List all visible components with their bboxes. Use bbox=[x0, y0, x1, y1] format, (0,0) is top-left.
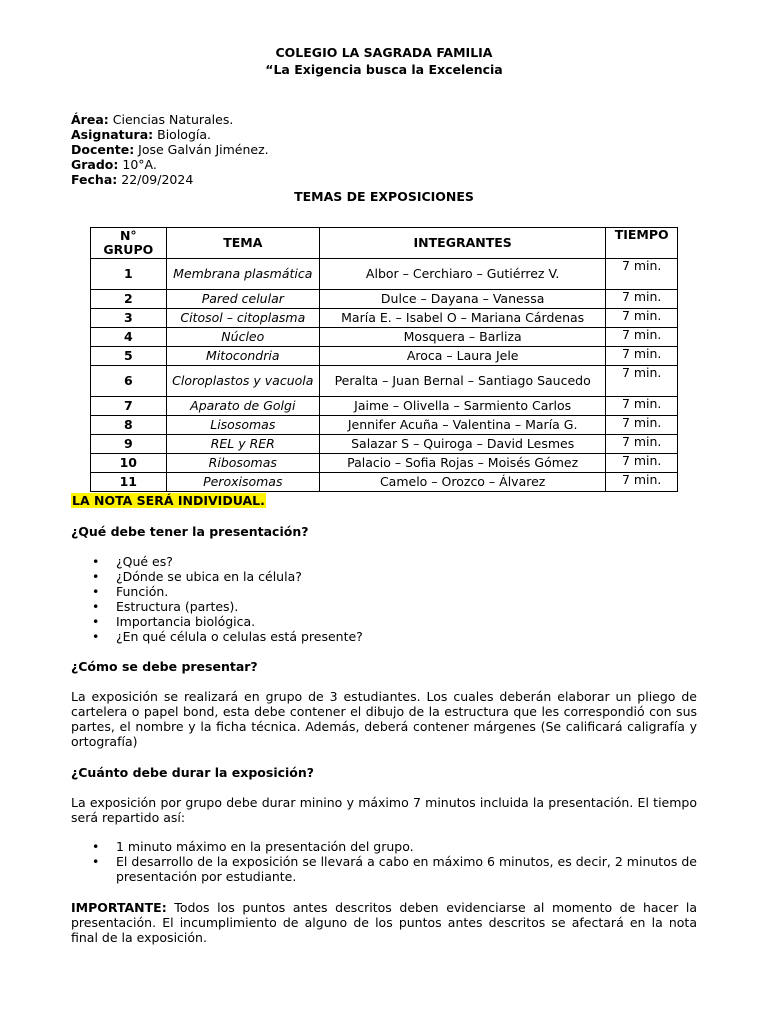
row-topic: REL y RER bbox=[166, 435, 319, 454]
section-title: TEMAS DE EXPOSICIONES bbox=[294, 189, 474, 204]
row-number: 1 bbox=[91, 259, 167, 290]
row-topic: Cloroplastos y vacuola bbox=[166, 366, 319, 397]
list-item: • ¿En qué célula o celulas está presente? bbox=[71, 629, 697, 644]
row-number: 7 bbox=[91, 397, 167, 416]
table-row bbox=[91, 397, 678, 416]
row-time: 7 min. bbox=[606, 347, 678, 366]
row-members: Albor – Cerchiaro – Gutiérrez V. bbox=[319, 259, 605, 290]
info-date bbox=[71, 172, 697, 187]
list-item: • Función. bbox=[71, 584, 697, 599]
document-page bbox=[71, 44, 697, 945]
list-item: • Importancia biológica. bbox=[71, 614, 697, 629]
row-time: 7 min. bbox=[606, 397, 678, 416]
row-time: 7 min. bbox=[606, 290, 678, 309]
area-value: Ciencias Naturales. bbox=[108, 112, 234, 127]
row-time: 7 min. bbox=[606, 473, 678, 492]
row-topic: Núcleo bbox=[166, 328, 319, 347]
list-item: • ¿Dónde se ubica en la célula? bbox=[71, 569, 697, 584]
groups-table bbox=[90, 227, 678, 492]
presentation-list bbox=[71, 554, 697, 644]
row-topic: Citosol – citoplasma bbox=[166, 309, 319, 328]
header-topic: TEMA bbox=[166, 228, 319, 259]
duration-title: ¿Cuánto debe durar la exposición? bbox=[71, 765, 315, 780]
list-item: • 1 minuto máximo en la presentación del grupo. bbox=[71, 839, 697, 854]
table-row bbox=[91, 366, 678, 397]
row-members: Salazar S – Quiroga – David Lesmes bbox=[319, 435, 605, 454]
header-members: INTEGRANTES bbox=[319, 228, 605, 259]
row-number: 8 bbox=[91, 416, 167, 435]
table-row bbox=[91, 290, 678, 309]
info-subject bbox=[71, 127, 697, 142]
presentation-title: ¿Qué debe tener la presentación? bbox=[71, 524, 309, 539]
table-row bbox=[91, 259, 678, 290]
school-motto: “La Exigencia busca la Excelencia bbox=[265, 62, 503, 77]
important-paragraph bbox=[71, 900, 697, 945]
info-grade bbox=[71, 157, 697, 172]
row-time: 7 min. bbox=[606, 416, 678, 435]
how-paragraph: La exposición se realizará en grupo de 3 estudiantes. Los cuales deberán elaborar un pliego de cartelera o papel bond, esta debe contener el dibujo de la estructura que les correspondió con sus partes, el nombre y la ficha técnica. Además, deberá contener márgenes (Se calificará caligrafía y ortografía) bbox=[71, 689, 697, 749]
table-row bbox=[91, 435, 678, 454]
row-number: 9 bbox=[91, 435, 167, 454]
row-members: Peralta – Juan Bernal – Santiago Saucedo bbox=[319, 366, 605, 397]
school-name: COLEGIO LA SAGRADA FAMILIA bbox=[275, 45, 493, 60]
row-members: Camelo – Orozco – Álvarez bbox=[319, 473, 605, 492]
row-number: 5 bbox=[91, 347, 167, 366]
list-item: • ¿Qué es? bbox=[71, 554, 697, 569]
header-num-line2: GRUPO bbox=[103, 242, 154, 257]
row-topic: Membrana plasmática bbox=[166, 259, 319, 290]
info-block bbox=[71, 112, 697, 187]
row-members: Jennifer Acuña – Valentina – María G. bbox=[319, 416, 605, 435]
teacher-value: Jose Galván Jiménez. bbox=[134, 142, 269, 157]
row-members: María E. – Isabel O – Mariana Cárdenas bbox=[319, 309, 605, 328]
row-time: 7 min. bbox=[606, 309, 678, 328]
row-members: Palacio – Sofia Rojas – Moisés Gómez bbox=[319, 454, 605, 473]
document-header bbox=[71, 44, 697, 78]
table-row bbox=[91, 347, 678, 366]
row-topic: Mitocondria bbox=[166, 347, 319, 366]
row-number: 6 bbox=[91, 366, 167, 397]
info-teacher bbox=[71, 142, 697, 157]
teacher-label: Docente: bbox=[71, 142, 135, 157]
subject-label: Asignatura: bbox=[71, 127, 154, 142]
duration-list bbox=[71, 839, 697, 884]
table-row bbox=[91, 473, 678, 492]
row-members: Jaime – Olivella – Sarmiento Carlos bbox=[319, 397, 605, 416]
row-number: 2 bbox=[91, 290, 167, 309]
subject-value: Biología. bbox=[153, 127, 211, 142]
table-row bbox=[91, 416, 678, 435]
row-number: 4 bbox=[91, 328, 167, 347]
duration-paragraph: La exposición por grupo debe durar minino y máximo 7 minutos incluida la presentación. El tiempo será repartido así: bbox=[71, 795, 697, 825]
date-value: 22/09/2024 bbox=[117, 172, 194, 187]
row-number: 3 bbox=[91, 309, 167, 328]
row-members: Aroca – Laura Jele bbox=[319, 347, 605, 366]
important-label: IMPORTANTE: bbox=[71, 900, 167, 915]
area-label: Área: bbox=[71, 112, 109, 127]
individual-grade-note: LA NOTA SERÁ INDIVIDUAL. bbox=[72, 493, 265, 508]
row-topic: Pared celular bbox=[166, 290, 319, 309]
list-item: • El desarrollo de la exposición se llevará a cabo en máximo 6 minutos, es decir, 2 minutos de presentación por estudiante. bbox=[71, 854, 697, 884]
grade-label: Grado: bbox=[71, 157, 119, 172]
row-time: 7 min. bbox=[606, 259, 678, 290]
row-members: Dulce – Dayana – Vanessa bbox=[319, 290, 605, 309]
row-time: 7 min. bbox=[606, 366, 678, 397]
row-time: 7 min. bbox=[606, 454, 678, 473]
row-number: 11 bbox=[91, 473, 167, 492]
date-label: Fecha: bbox=[71, 172, 118, 187]
row-time: 7 min. bbox=[606, 328, 678, 347]
row-members: Mosquera – Barliza bbox=[319, 328, 605, 347]
header-time: TIEMPO bbox=[606, 228, 678, 259]
table-row bbox=[91, 454, 678, 473]
list-item: • Estructura (partes). bbox=[71, 599, 697, 614]
row-topic: Aparato de Golgi bbox=[166, 397, 319, 416]
row-topic: Ribosomas bbox=[166, 454, 319, 473]
table-row bbox=[91, 309, 678, 328]
important-text: Todos los puntos antes descritos deben evidenciarse al momento de hacer la presentación. El incumplimiento de alguno de los puntos antes descritos se afectará en la nota final de la exposición. bbox=[71, 900, 697, 945]
table-row bbox=[91, 328, 678, 347]
info-area bbox=[71, 112, 697, 127]
how-title: ¿Cómo se debe presentar? bbox=[71, 659, 258, 674]
header-num-line1: N° bbox=[119, 228, 137, 243]
table-header-row bbox=[91, 228, 678, 259]
grade-value: 10°A. bbox=[118, 157, 157, 172]
row-topic: Lisosomas bbox=[166, 416, 319, 435]
row-topic: Peroxisomas bbox=[166, 473, 319, 492]
row-number: 10 bbox=[91, 454, 167, 473]
header-group-number bbox=[91, 228, 167, 259]
row-time: 7 min. bbox=[606, 435, 678, 454]
